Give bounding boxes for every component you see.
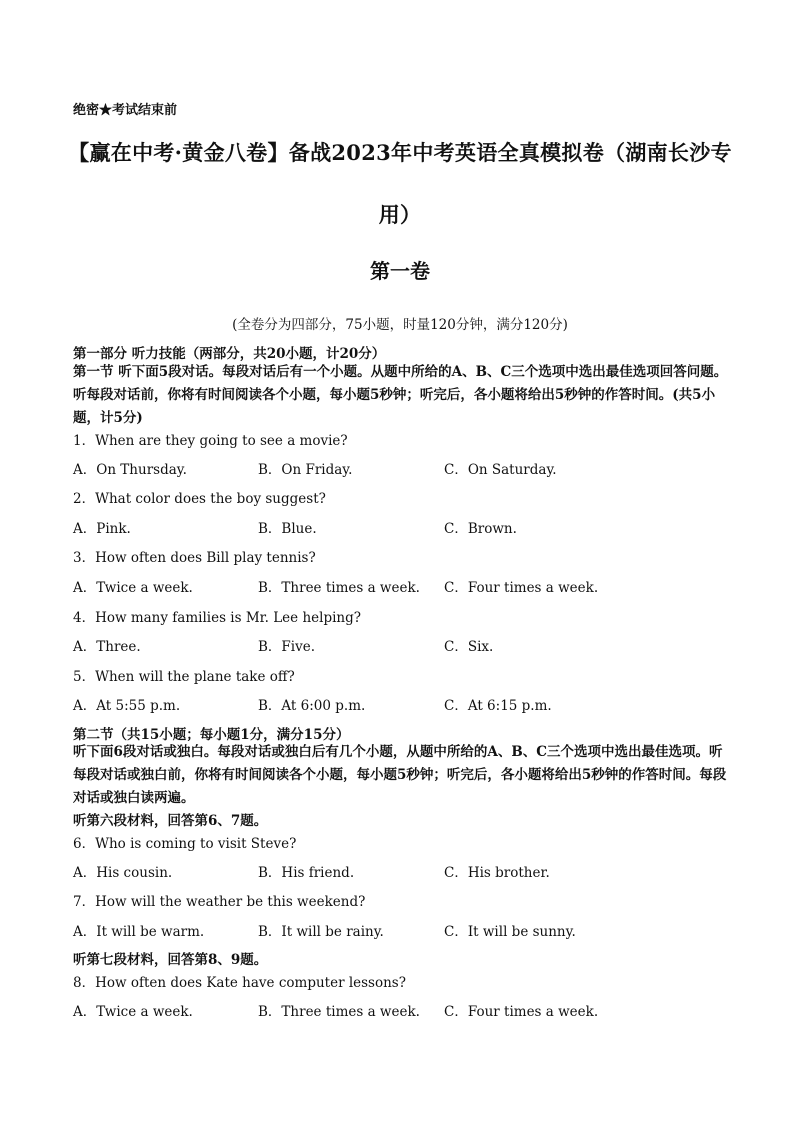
option-b: B．It will be rainy. bbox=[258, 924, 384, 940]
question-stem: 4．How many families is Mr. Lee helping? bbox=[73, 610, 361, 626]
option-a: A．Pink. bbox=[73, 521, 131, 537]
option-c: C．His brother. bbox=[444, 865, 550, 881]
option-c: C．It will be sunny. bbox=[444, 924, 576, 940]
option-c: C．Four times a week. bbox=[444, 1004, 599, 1020]
part1-heading: 第一部分 听力技能（两部分，共20小题，计20分） bbox=[73, 346, 386, 362]
question-stem: 3．How often does Bill play tennis? bbox=[73, 550, 316, 566]
question-stem: 7．How will the weather be this weekend? bbox=[73, 894, 366, 910]
option-c: C．On Saturday. bbox=[444, 462, 557, 478]
section2-heading: 第二节（共15小题；每小题1分，满分15分） bbox=[73, 727, 350, 743]
option-c: C．Four times a week. bbox=[444, 580, 599, 596]
section2-instructions: 听下面6段对话或独白。每段对话或独白后有几个小题，从题中所给的A、B、C三个选项中选出最佳选项。听每段对话或独白前，你将有时间阅读各个小题，每小题5秒钟；听完后，各小题将给出5秒钟的作答时间。每段对话或独白读两遍。 bbox=[73, 744, 727, 806]
option-c: C．Six. bbox=[444, 639, 494, 655]
question-stem: 6．Who is coming to visit Steve? bbox=[73, 836, 297, 852]
option-b: B．Three times a week. bbox=[258, 1004, 420, 1020]
volume-heading: 第一卷 bbox=[370, 259, 430, 283]
question-stem: 2．What color does the boy suggest? bbox=[73, 491, 326, 507]
section1-instructions: 第一节 听下面5段对话。每段对话后有一个小题。从题中所给的A、B、C三个选项中选出最佳选项回答问题。听每段对话前，你将有时间阅读各个小题，每小题5秒钟；听完后，各小题将给出5秒钟的作答时间。(共5小题，计5分) bbox=[73, 364, 728, 426]
option-a: A．Twice a week. bbox=[73, 1004, 193, 1020]
option-b: B．His friend. bbox=[258, 865, 355, 881]
exam-title-line-2: 用） bbox=[378, 202, 422, 227]
option-b: B．Blue. bbox=[258, 521, 317, 537]
option-b: B．On Friday. bbox=[258, 462, 353, 478]
material-7-heading: 听第七段材料，回答第8、9题。 bbox=[73, 952, 268, 968]
option-a: A．It will be warm. bbox=[73, 924, 205, 940]
question-stem: 8．How often does Kate have computer lessons? bbox=[73, 975, 406, 991]
option-a: A．Twice a week. bbox=[73, 580, 193, 596]
option-b: B．At 6:00 p.m. bbox=[258, 698, 366, 714]
option-a: A．Three. bbox=[73, 639, 141, 655]
question-stem: 1．When are they going to see a movie? bbox=[73, 433, 348, 449]
exam-note: (全卷分为四部分，75小题，时量120分钟，满分120分) bbox=[232, 317, 568, 333]
option-c: C．Brown. bbox=[444, 521, 517, 537]
option-b: B．Three times a week. bbox=[258, 580, 420, 596]
option-a: A．On Thursday. bbox=[73, 462, 187, 478]
option-b: B．Five. bbox=[258, 639, 316, 655]
question-stem: 5．When will the plane take off? bbox=[73, 669, 295, 685]
confidential-mark: 绝密★考试结束前 bbox=[73, 103, 178, 118]
option-a: A．At 5:55 p.m. bbox=[73, 698, 181, 714]
exam-title-line-1: 【赢在中考·黄金八卷】备战2023年中考英语全真模拟卷（湖南长沙专 bbox=[68, 140, 732, 165]
option-a: A．His cousin. bbox=[73, 865, 173, 881]
material-6-heading: 听第六段材料，回答第6、7题。 bbox=[73, 813, 268, 829]
option-c: C．At 6:15 p.m. bbox=[444, 698, 552, 714]
